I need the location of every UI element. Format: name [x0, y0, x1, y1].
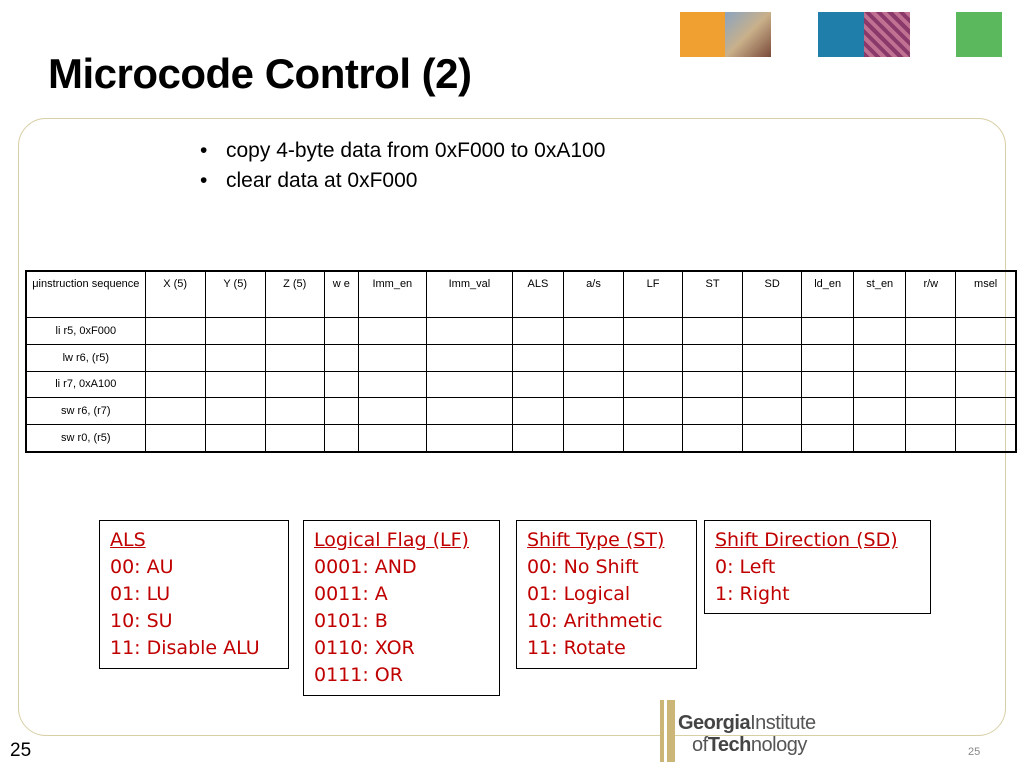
table-cell: [265, 344, 324, 371]
table-cell: [743, 425, 802, 452]
header-cell: msel: [956, 271, 1016, 318]
table-cell: [802, 425, 854, 452]
table-cell: [683, 398, 743, 425]
logo-column-graphic: [660, 700, 675, 762]
table-cell: [205, 318, 265, 345]
table-cell: [205, 398, 265, 425]
logo-column-gap: [664, 700, 667, 762]
table-cell: [512, 318, 563, 345]
table-row: [26, 425, 1016, 452]
legend-line: 10: Arithmetic: [527, 610, 663, 632]
logo-line-1: [678, 712, 816, 735]
table-cell: [265, 398, 324, 425]
table-cell: [854, 318, 906, 345]
table-cell: [324, 344, 358, 371]
legend-line: 10: SU: [110, 610, 173, 632]
table-cell: [854, 371, 906, 398]
table-row: [26, 371, 1016, 398]
logo-word-georgia: Georgia: [678, 712, 751, 734]
st-legend-title: Shift Type (ST): [527, 529, 665, 551]
table-cell: [324, 371, 358, 398]
table-cell: [683, 425, 743, 452]
table-cell: [956, 425, 1016, 452]
legend-line: 01: Logical: [527, 583, 631, 605]
instruction-cell: li r7, 0xA100: [26, 371, 145, 398]
instruction-cell: lw r6, (r5): [26, 344, 145, 371]
bullet-item: • copy 4-byte data from 0xF000 to 0xA100: [200, 136, 605, 166]
table-cell: [324, 398, 358, 425]
georgia-tech-logo: [660, 700, 872, 762]
legend-line: 00: No Shift: [527, 556, 639, 578]
table-cell: [426, 318, 512, 345]
table-cell: [906, 318, 956, 345]
table-cell: [205, 344, 265, 371]
decor-square-green: [956, 12, 1002, 57]
header-cell: st_en: [854, 271, 906, 318]
sd-legend-title: Shift Direction (SD): [715, 529, 898, 551]
table-cell: [512, 425, 563, 452]
legend-line: 0111: OR: [314, 664, 403, 686]
header-cell: Y (5): [205, 271, 265, 318]
header-cell: X (5): [145, 271, 205, 318]
als-legend-title: ALS: [110, 529, 146, 551]
table-cell: [743, 318, 802, 345]
table-cell: [906, 344, 956, 371]
table-cell: [854, 398, 906, 425]
table-cell: [426, 371, 512, 398]
table-cell: [145, 371, 205, 398]
table-cell: [563, 371, 623, 398]
slide-number: 25: [10, 740, 32, 761]
table-cell: [563, 425, 623, 452]
table-cell: [743, 371, 802, 398]
table-cell: [906, 398, 956, 425]
sd-legend-box: [704, 520, 931, 614]
header-cell: a/s: [563, 271, 623, 318]
microcode-table: [25, 270, 1017, 453]
table-cell: [563, 318, 623, 345]
legend-line: 0: Left: [715, 556, 776, 578]
table-cell: [145, 344, 205, 371]
st-legend-box: [516, 520, 697, 669]
header-cell: LF: [624, 271, 683, 318]
table-body: [26, 318, 1016, 453]
logo-word-nology: nology: [750, 734, 807, 756]
header-cell: ALS: [512, 271, 563, 318]
table-cell: [802, 318, 854, 345]
legend-line: 11: Disable ALU: [110, 637, 260, 659]
table-cell: [563, 344, 623, 371]
table-cell: [426, 425, 512, 452]
table-row: [26, 318, 1016, 345]
table-cell: [145, 318, 205, 345]
table-cell: [512, 344, 563, 371]
table-cell: [358, 398, 426, 425]
header-cell: ld_en: [802, 271, 854, 318]
header-cell: μinstruction sequence: [26, 271, 145, 318]
table-cell: [324, 425, 358, 452]
table-cell: [743, 344, 802, 371]
header-cell: Imm_en: [358, 271, 426, 318]
logo-word-institute: Institute: [750, 712, 816, 734]
legend-line: 0001: AND: [314, 556, 417, 578]
logo-line-2: [692, 734, 807, 757]
logo-word-tech: Tech: [707, 734, 751, 756]
als-legend-box: [99, 520, 289, 669]
table-cell: [854, 425, 906, 452]
table-cell: [324, 318, 358, 345]
table-cell: [358, 318, 426, 345]
table-cell: [563, 398, 623, 425]
table-cell: [906, 371, 956, 398]
lf-legend-title: Logical Flag (LF): [314, 529, 469, 551]
table-cell: [624, 425, 683, 452]
slide-title: Microcode Control (2): [48, 50, 472, 97]
header-cell: Imm_val: [426, 271, 512, 318]
table-cell: [802, 344, 854, 371]
table-cell: [358, 344, 426, 371]
table-cell: [205, 371, 265, 398]
table-row: [26, 344, 1016, 371]
legend-line: 0110: XOR: [314, 637, 415, 659]
table-cell: [205, 425, 265, 452]
table-cell: [265, 371, 324, 398]
table-cell: [265, 318, 324, 345]
header-cell: Z (5): [265, 271, 324, 318]
table-cell: [265, 425, 324, 452]
table-cell: [854, 344, 906, 371]
table-cell: [683, 344, 743, 371]
table-cell: [426, 398, 512, 425]
table-cell: [624, 344, 683, 371]
table-header-row: [26, 271, 1016, 318]
decor-photo-campus: [725, 12, 771, 57]
bullet-item: • clear data at 0xF000: [200, 166, 605, 196]
table-cell: [624, 398, 683, 425]
legend-line: 1: Right: [715, 583, 790, 605]
table-cell: [358, 425, 426, 452]
table-cell: [956, 318, 1016, 345]
header-cell: ST: [683, 271, 743, 318]
table-cell: [624, 371, 683, 398]
legend-line: 01: LU: [110, 583, 171, 605]
table-cell: [145, 398, 205, 425]
header-cell: r/w: [906, 271, 956, 318]
table-cell: [906, 425, 956, 452]
bullet-list: [200, 136, 605, 196]
table-row: [26, 398, 1016, 425]
table-cell: [683, 371, 743, 398]
table-cell: [802, 398, 854, 425]
table-cell: [624, 318, 683, 345]
legend-line: 0011: A: [314, 583, 388, 605]
table-cell: [956, 398, 1016, 425]
table-cell: [426, 344, 512, 371]
legend-line: 0101: B: [314, 610, 388, 632]
table-cell: [956, 371, 1016, 398]
table-cell: [512, 398, 563, 425]
header-cell: w e: [324, 271, 358, 318]
table-cell: [358, 371, 426, 398]
decor-square-orange: [680, 12, 725, 57]
instruction-cell: sw r0, (r5): [26, 425, 145, 452]
logo-word-of: of: [692, 734, 708, 756]
table-cell: [802, 371, 854, 398]
header-cell: SD: [743, 271, 802, 318]
table-cell: [743, 398, 802, 425]
decor-square-blue: [818, 12, 864, 57]
instruction-cell: li r5, 0xF000: [26, 318, 145, 345]
legend-line: 11: Rotate: [527, 637, 626, 659]
table-cell: [145, 425, 205, 452]
legend-line: 00: AU: [110, 556, 174, 578]
decor-photo-chip: [864, 12, 910, 57]
lf-legend-box: [303, 520, 500, 696]
table-cell: [512, 371, 563, 398]
instruction-cell: sw r6, (r7): [26, 398, 145, 425]
table-cell: [683, 318, 743, 345]
footer-slide-number: 25: [968, 746, 981, 758]
table-cell: [956, 344, 1016, 371]
